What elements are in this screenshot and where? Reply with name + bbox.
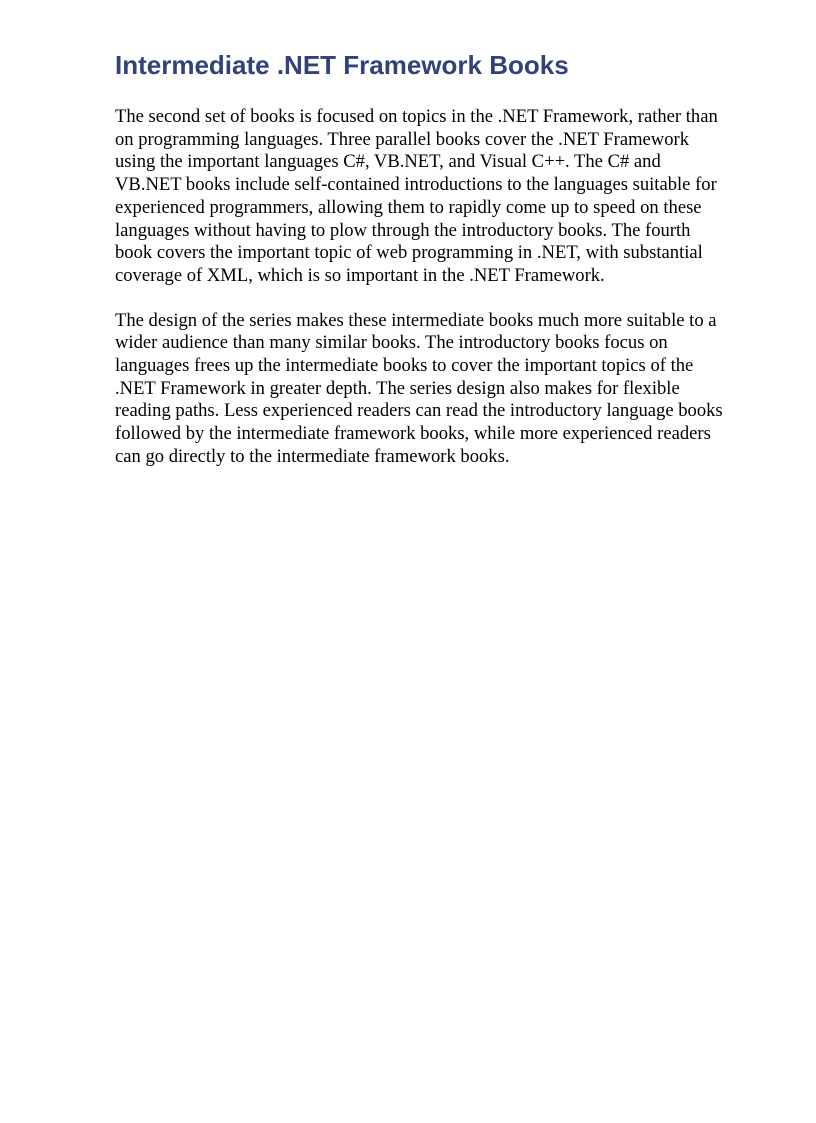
page-content [115, 48, 755, 469]
paragraph-line: using the important languages C#, VB.NET, and Visual C++. The C# and [115, 151, 661, 173]
paragraph-line: coverage of XML, which is so important in the .NET Framework. [115, 264, 605, 286]
paragraph-line: The design of the series makes these intermediate books much more suitable to a [115, 309, 717, 331]
paragraph-line: VB.NET books include self-contained introductions to the languages suitable for [115, 174, 717, 196]
paragraph-line: languages without having to plow through the introductory books. The fourth [115, 219, 691, 241]
paragraph-line: can go directly to the intermediate framework books. [115, 445, 510, 467]
section-heading: Intermediate .NET Framework Books [115, 50, 569, 80]
paragraph-intro [115, 106, 755, 288]
paragraph-line: experienced programmers, allowing them to rapidly come up to speed on these [115, 196, 702, 218]
paragraph-line: The second set of books is focused on topics in the .NET Framework, rather than [115, 106, 718, 127]
paragraph-line: on programming languages. Three parallel books cover the .NET Framework [115, 128, 690, 150]
paragraph-series-design [115, 310, 755, 469]
paragraph-line: wider audience than many similar books. The introductory books focus on [115, 332, 668, 354]
paragraph-line: languages frees up the intermediate books to cover the important topics of the [115, 355, 694, 377]
paragraph-line: followed by the intermediate framework books, while more experienced readers [115, 423, 711, 445]
paragraph-line: reading paths. Less experienced readers can read the introductory language books [115, 400, 723, 422]
paragraph-line: .NET Framework in greater depth. The series design also makes for flexible [115, 377, 680, 399]
paragraph-line: book covers the important topic of web programming in .NET, with substantial [115, 242, 703, 264]
